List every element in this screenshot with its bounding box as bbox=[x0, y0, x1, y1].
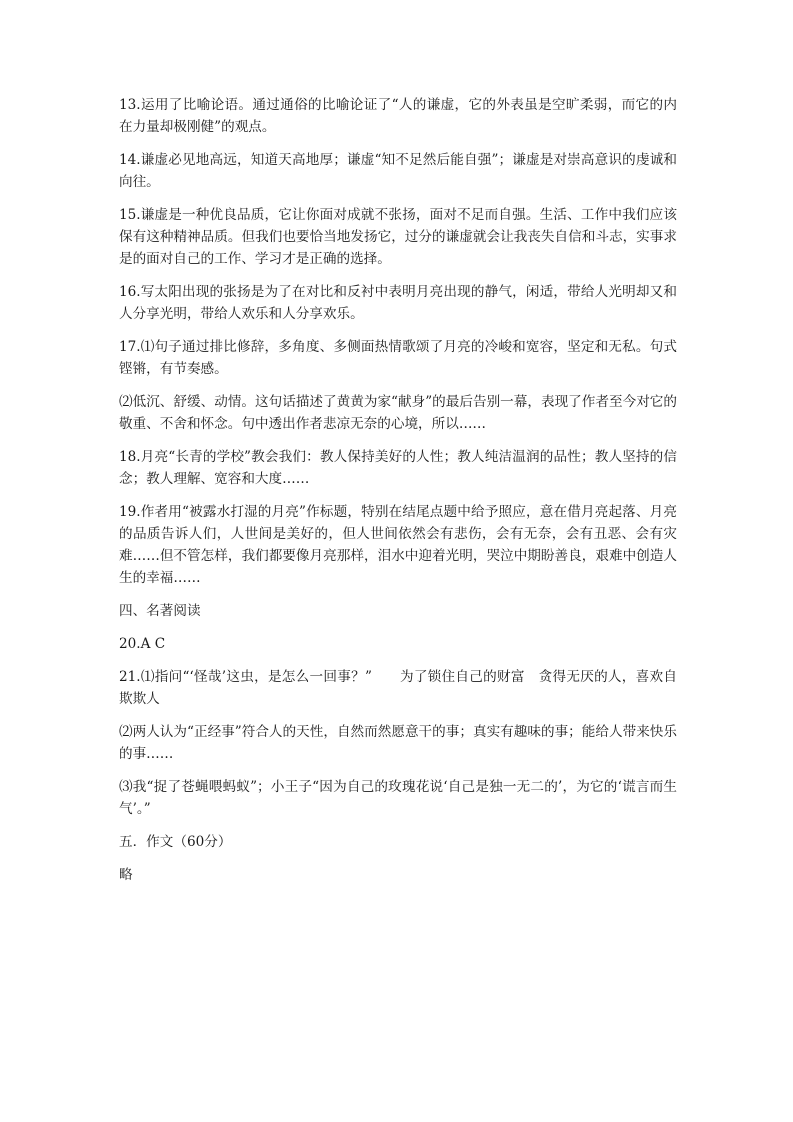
answer-13: 13.运用了比喻论语。通过通俗的比喻论证了“人的谦虚，它的外表虽是空旷柔弱，而它的内在力量却极刚健”的观点。 bbox=[119, 97, 677, 135]
answer-17-part-2: ⑵低沉、舒缓、动情。这句话描述了黄黄为家“献身”的最后告别一幕，表现了作者至今对它的敬重、不舍和怀念。句中透出作者悲凉无奈的心境，所以…… bbox=[119, 394, 677, 432]
answer-16: 16.写太阳出现的张扬是为了在对比和反衬中表明月亮出现的静气，闲适，带给人光明却又和人分享光明，带给人欢乐和人分享欢乐。 bbox=[119, 284, 677, 322]
answer-15: 15.谦虚是一种优良品质，它让你面对成就不张扬，面对不足而自强。生活、工作中我们应该保有这种精神品质。但我们也要恰当地发扬它，过分的谦虚就会让我丧失自信和斗志，实事求是的面对自己的工作、学习才是正确的选择。 bbox=[119, 207, 677, 267]
composition-answer: 略 bbox=[119, 867, 133, 883]
section-heading-composition: 五．作文（60分） bbox=[119, 834, 232, 850]
answer-21-part-3: ⑶我“捉了苍蝇喂蚂蚁”；小王子“因为自己的玫瑰花说‘自己是独一无二的’，为它的‘谎言而生气’。” bbox=[119, 779, 677, 817]
answer-19: 19.作者用“被露水打湿的月亮”作标题，特别在结尾点题中给予照应，意在借月亮起落、月亮的品质告诉人们，人世间是美好的，但人世间依然会有悲伤，会有无奈，会有丑恶、会有灾难……但不管怎样，我们都要像月亮那样，泪水中迎着光明，哭泣中期盼善良，艰难中创造人生的幸福…… bbox=[119, 504, 677, 586]
answer-18: 18.月亮“长青的学校”教会我们：教人保持美好的人性；教人纯洁温润的品性；教人坚持的信念；教人理解、宽容和大度…… bbox=[119, 449, 677, 487]
answer-20: 20.A C bbox=[119, 636, 166, 652]
answer-21-part-1: 21.⑴指问“‘怪哉’这虫，是怎么一回事？” 为了锁住自己的财富 贪得无厌的人，喜欢自欺欺人 bbox=[119, 669, 677, 707]
section-heading-classics-reading: 四、名著阅读 bbox=[119, 603, 201, 619]
answer-17-part-1: 17.⑴句子通过排比修辞，多角度、多侧面热情歌颂了月亮的冷峻和宽容，坚定和无私。句式铿锵，有节奏感。 bbox=[119, 339, 677, 377]
answer-21-part-2: ⑵两人认为“正经事”符合人的天性，自然而然愿意干的事；真实有趣味的事；能给人带来快乐的事…… bbox=[119, 724, 677, 762]
answer-14: 14.谦虚必见地高远，知道天高地厚；谦虚“知不足然后能自强”；谦虚是对崇高意识的虔诚和向往。 bbox=[119, 152, 677, 190]
answer-key-text bbox=[119, 94, 677, 897]
